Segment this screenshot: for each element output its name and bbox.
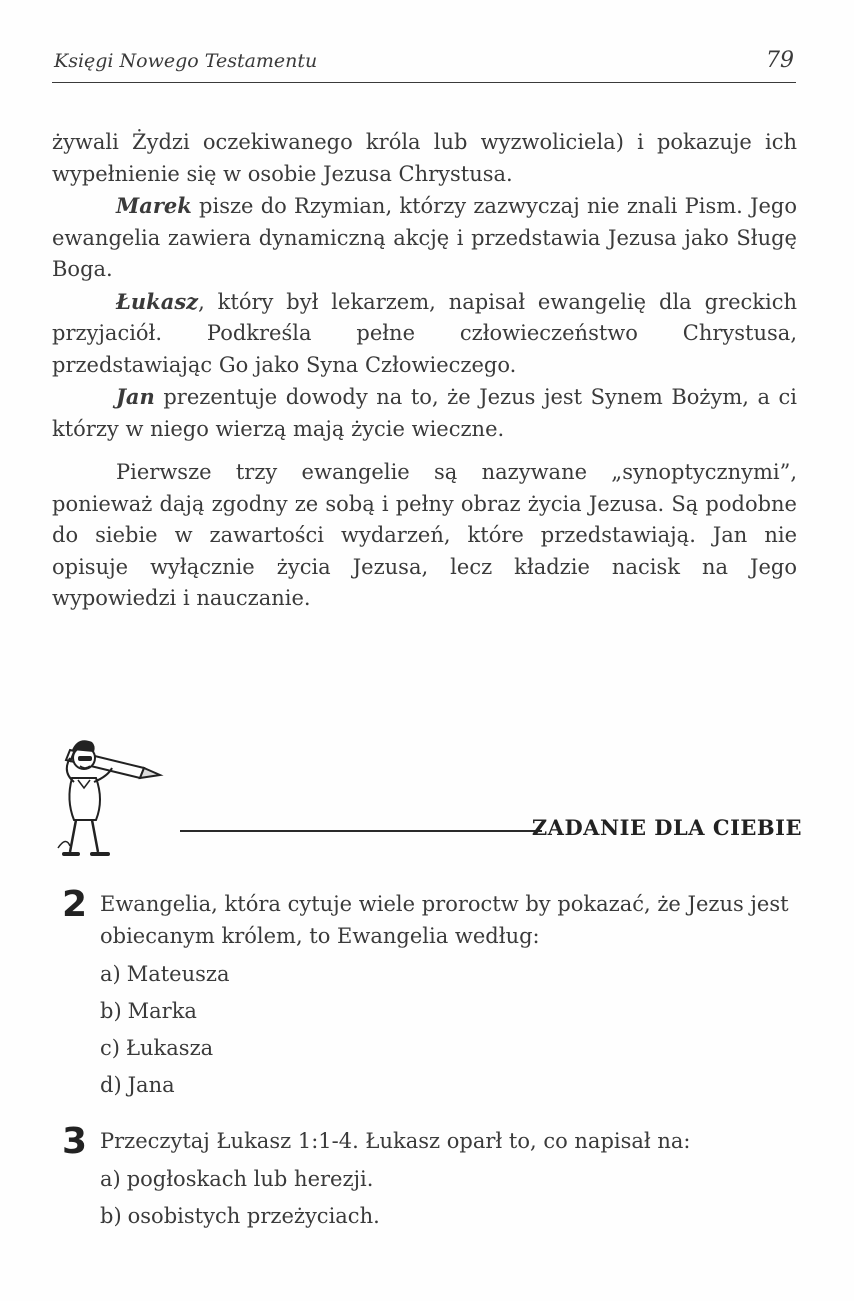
paragraph-lukasz (52, 286, 797, 382)
name-marek: Marek (116, 193, 192, 218)
question-number: 3 (62, 1121, 88, 1162)
question-number: 2 (62, 884, 88, 925)
page-number: 79 (766, 48, 794, 73)
student-with-pencil-icon (52, 728, 172, 868)
answer-option-b[interactable]: b) Marka (100, 999, 197, 1023)
page-header (52, 42, 796, 83)
heading-rule (180, 830, 542, 832)
paragraph-jan-text: prezentuje dowody na to, że Jezus jest Synem Bożym, a ci którzy w niego wierzą mają życie wieczne. (52, 385, 797, 441)
paragraph-jan (52, 381, 797, 445)
body-text (52, 127, 797, 615)
question-text: Przeczytaj Łukasz 1:1-4. Łukasz oparł to, co napisał na: (100, 1129, 691, 1153)
answer-options (100, 1161, 802, 1235)
paragraph-lukasz-text: , który był lekarzem, napisał ewangelię dla greckich przyjaciół. Podkreśla pełne człowieczeństwo Chrystusa, przedstawiając Go jako Syna Człowieczego. (52, 289, 797, 377)
answer-option-b[interactable]: b) osobistych przeżyciach. (100, 1204, 380, 1228)
paragraph-synoptic: Pierwsze trzy ewangelie są nazywane „synoptycznymi”, ponieważ dają zgodny ze sobą i pełny obraz życia Jezusa. Są podobne do siebie w zawartości wydarzeń, które przedstawiają. Jan nie opisuje wyłącznie życia Jezusa, lecz kładzie nacisk na Jego wypowiedzi i nauczanie. (52, 460, 797, 610)
answer-options (100, 956, 802, 1104)
name-lukasz: Łukasz (116, 288, 199, 314)
answer-option-a[interactable]: a) Mateusza (100, 962, 230, 986)
answer-option-c[interactable]: c) Łukasza (100, 1036, 214, 1060)
task-section-header (52, 722, 802, 872)
answer-option-a[interactable]: a) pogłoskach lub herezji. (100, 1167, 374, 1191)
name-jan: Jan (116, 384, 155, 409)
paragraph-marek (52, 190, 797, 286)
answer-option-d[interactable]: d) Jana (100, 1073, 175, 1097)
paragraph-marek-text: pisze do Rzymian, którzy zazwyczaj nie znali Pism. Jego ewangelia zawiera dynamiczną akcję i przedstawia Jezusa jako Sługę Boga. (52, 194, 797, 281)
paragraph-1: żywali Żydzi oczekiwanego króla lub wyzwoliciela) i pokazuje ich wypełnienie się w osobie Jezusa Chrystusa. (52, 130, 797, 186)
question-text: Ewangelia, która cytuje wiele proroctw by pokazać, że Jezus jest obiecanym królem, to Ewangelia według: (100, 892, 789, 948)
running-title: Księgi Nowego Testamentu (54, 50, 318, 72)
question-2 (52, 884, 802, 1104)
task-heading: ZADANIE DLA CIEBIE (531, 815, 802, 840)
question-3 (52, 1121, 802, 1235)
